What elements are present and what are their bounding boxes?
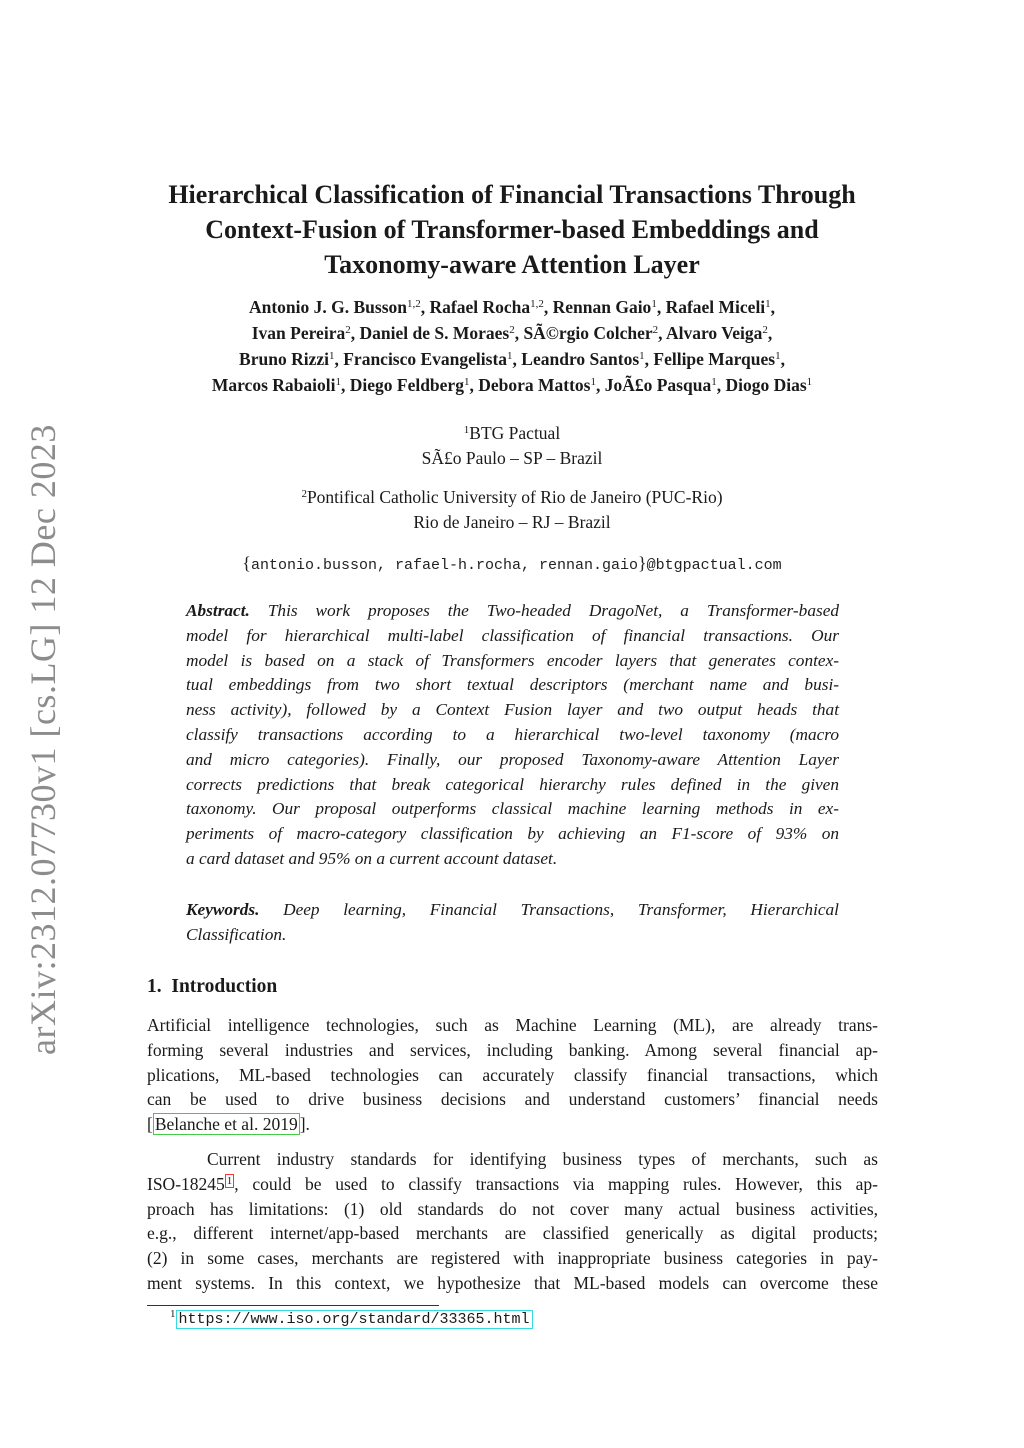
citation-link[interactable]: Belanche et al. 2019 (154, 1114, 298, 1135)
email-brace-open: { (242, 553, 251, 573)
author-affil-mark: 1 (765, 298, 771, 310)
author-name: Rafael Miceli (665, 297, 766, 317)
body-line: can be used to drive business decisions and understand customers’ financial needs (147, 1089, 878, 1110)
author-separator: , (512, 349, 522, 369)
author-name: Rennan Gaio (552, 297, 652, 317)
author-name: Ivan Pereira (251, 323, 346, 343)
author-line (120, 346, 904, 372)
author-affil-mark: 1 (806, 376, 813, 388)
author-separator: , (350, 323, 360, 343)
author-name: SÃ©rgio Colcher (523, 323, 653, 343)
abstract-line: taxonomy. Our proposal outperforms classical machine learning methods in ex- (186, 799, 839, 819)
author-separator: , (656, 297, 666, 317)
author-affil-mark: 1 (335, 376, 341, 388)
author-affil-mark: 1 (775, 350, 781, 362)
keywords-line: Classification. (186, 924, 287, 944)
body-line: Artificial intelligence technologies, such as Machine Learning (ML), are already trans- (147, 1015, 878, 1035)
abstract-line: periments of macro-category classification by achieving an F1-score of 93% on (186, 824, 839, 844)
footnote (170, 1308, 533, 1328)
author-affil-mark: 1 (639, 350, 645, 362)
arxiv-stamp: arXiv:2312.07730v1 [cs.LG] 12 Dec 2023 (23, 424, 63, 1055)
affil-location: Rio de Janeiro – RJ – Brazil (413, 512, 611, 532)
keywords-line (186, 898, 839, 923)
author-separator: , (658, 323, 666, 343)
author-separator: , (543, 297, 553, 317)
author-affil-mark: 1 (651, 298, 657, 310)
author-name: Fellipe Marques (653, 349, 776, 369)
abstract-line: a card dataset and 95% on a current account dataset. (186, 848, 558, 868)
body-line: plications, ML-based technologies can accurately classify financial transactions, which (147, 1064, 878, 1085)
footnote-link[interactable]: 1 (226, 1174, 233, 1187)
abstract-line (186, 599, 839, 624)
body-line: proach has limitations: (1) old standards do not cover many actual business activities, (147, 1198, 878, 1219)
author-separator: , (420, 297, 430, 317)
author-name: Antonio J. G. Busson (248, 297, 407, 317)
abstract-label: Abstract. (186, 601, 250, 620)
body-line: ment systems. In this context, we hypothesize that ML-based models can overcome these (147, 1272, 878, 1293)
author-separator: , (770, 297, 776, 317)
author-name: Francisco Evangelista (343, 349, 508, 369)
affil-name: Pontifical Catholic University of Rio de Janeiro (PUC-Rio) (306, 487, 723, 507)
abstract-line: corrects predictions that break categorical hierarchy rules defined in the given (186, 774, 839, 794)
author-separator: , (469, 375, 479, 395)
author-affil-mark: 2 (345, 324, 351, 336)
author-affil-mark: 1 (507, 350, 513, 362)
author-line (120, 372, 904, 398)
author-separator: , (767, 323, 773, 343)
author-name: Leandro Santos (521, 349, 640, 369)
affiliation-1 (200, 421, 824, 471)
author-name: Daniel de S. Moraes (359, 323, 510, 343)
intro-paragraph-1 (147, 1013, 878, 1137)
author-separator: , (644, 349, 654, 369)
keywords-label: Keywords. (186, 900, 260, 919)
author-name: Marcos Rabaioli (211, 375, 336, 395)
footnote-url-link[interactable]: https://www.iso.org/standard/33365.html (176, 1310, 533, 1329)
affil-mark: 2 (301, 488, 307, 500)
abstract-line: tual embeddings from two short textual descriptors (merchant name and busi- (186, 675, 839, 695)
abstract-line: and micro categories). Finally, our proposed Taxonomy-aware Attention Layer (186, 749, 839, 769)
title-line: Context-Fusion of Transformer-based Embeddings and (205, 215, 819, 244)
author-affil-mark: 2 (762, 324, 768, 336)
author-affil-mark: 2 (509, 324, 515, 336)
section-title: Introduction (171, 976, 278, 997)
title-line: Hierarchical Classification of Financial Transactions Through (168, 180, 856, 209)
footnote-rule (147, 1305, 439, 1306)
abstract-line: model for hierarchical multi-label classification of financial transactions. Our (186, 625, 839, 645)
author-separator: , (340, 375, 350, 395)
intro-paragraph-2 (147, 1147, 878, 1296)
body-text: ISO-18245 (147, 1173, 225, 1194)
abstract-line: ness activity), followed by a Context Fusion layer and two output heads that (186, 700, 839, 720)
author-separator: , (595, 375, 605, 395)
body-line: (2) in some cases, merchants are registered with inappropriate business categories in pay- (147, 1248, 878, 1269)
paper-title (130, 177, 894, 282)
author-name: Rafael Rocha (429, 297, 531, 317)
author-affil-mark: 1,2 (407, 298, 421, 310)
section-heading (147, 976, 277, 998)
author-affil-mark: 1,2 (530, 298, 544, 310)
author-separator: , (780, 349, 785, 369)
author-affil-mark: 1 (463, 376, 470, 388)
author-separator: , (514, 323, 524, 343)
author-separator: , (716, 375, 726, 395)
keywords-text: Deep learning, Financial Transactions, Transformer, Hierarchical (283, 900, 839, 919)
author-list (120, 294, 904, 398)
affil-mark: 1 (463, 424, 470, 436)
abstract-text: This work proposes the Two-headed DragoNet, a Transformer-based (267, 601, 840, 620)
body-line: e.g., different internet/app-based merchants are classified generically as digital products; (147, 1223, 878, 1244)
abstract-line: model is based on a stack of Transformers encoder layers that generates contex- (186, 650, 839, 670)
cite-bracket: [ (147, 1114, 153, 1135)
abstract (186, 599, 839, 872)
affil-location: SÃ£o Paulo – SP – Brazil (421, 448, 603, 468)
body-line: Current industry standards for identifying business types of merchants, such as (207, 1149, 878, 1169)
author-line (120, 294, 904, 320)
author-line (120, 320, 904, 346)
author-name: Bruno Rizzi (239, 349, 329, 369)
body-line: forming several industries and services, including banking. Among several financial ap- (147, 1039, 878, 1060)
author-name: Debora Mattos (478, 375, 591, 395)
cite-bracket: ]. (299, 1114, 310, 1135)
author-separator: , (334, 349, 344, 369)
email-list: antonio.busson, rafael-h.rocha, rennan.gaio (250, 557, 639, 574)
body-text: , could be used to classify transactions via mapping rules. However, this ap- (234, 1173, 878, 1194)
author-affil-mark: 1 (590, 376, 596, 388)
section-number: 1. (147, 976, 162, 997)
body-line (147, 1112, 878, 1137)
affiliation-2 (200, 485, 824, 535)
author-affil-mark: 1 (328, 350, 335, 362)
affil-name: BTG Pactual (469, 423, 561, 443)
email-domain: @btgpactual.com (646, 557, 782, 574)
author-name: JoÃ£o Pasqua (604, 375, 712, 395)
author-affil-mark: 2 (652, 324, 659, 336)
title-line: Taxonomy-aware Attention Layer (324, 250, 700, 279)
author-name: Diogo Dias (725, 375, 807, 395)
abstract-line: classify transactions according to a hierarchical two-level taxonomy (macro (186, 724, 839, 744)
author-affil-mark: 1 (711, 376, 717, 388)
author-name: Alvaro Veiga (665, 323, 763, 343)
footnote-mark: 1 (170, 1308, 176, 1320)
author-name: Diego Feldberg (349, 375, 464, 395)
body-line (147, 1172, 878, 1197)
keywords (186, 898, 839, 948)
author-emails (150, 553, 874, 574)
email-brace-close: } (638, 553, 647, 573)
